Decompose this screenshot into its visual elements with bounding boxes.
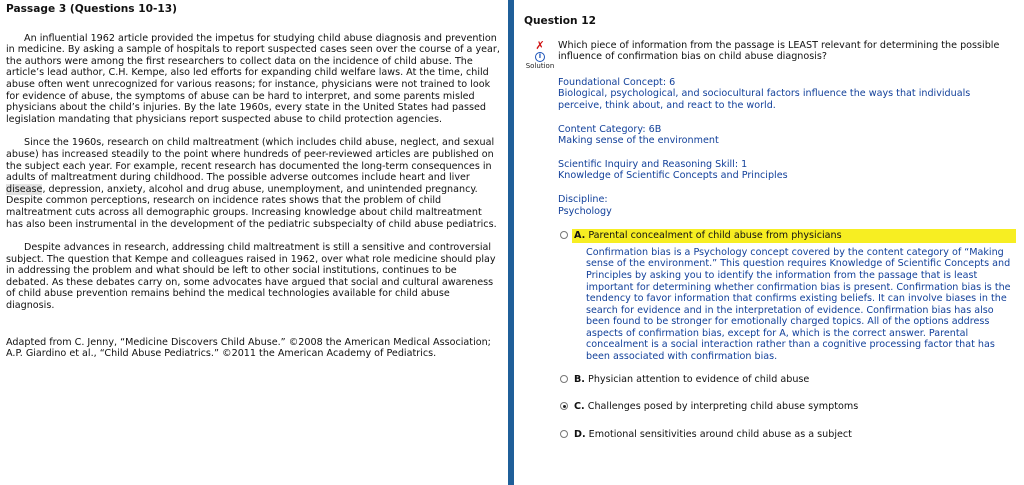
reasoning-skill: Scientific Inquiry and Reasoning Skill: 1 Knowledge of Scientific Concepts and Principles	[558, 158, 788, 182]
solution-label[interactable]: Solution	[525, 61, 555, 70]
foundational-concept: Foundational Concept: 6 Biological, psychological, and sociocultural factors influence the ways that individuals perceive, think about, and react to the world.	[558, 76, 971, 111]
passage-paragraph-2: Since the 1960s, research on child maltreatment (which includes child abuse, neglect, and sexual abuse) has increased steadily to the point where hundreds of peer-reviewed articles are published on the subject each year. For example, recent research has documented the long-term consequences in adults of maltreatment during childhood. The possible adverse outcomes include heart and liver disease, depression, anxiety, alcohol and drug abuse, unemployment, and unintended pregnancy. Despite common perceptions, research on incidence rates shows that the problem of child maltreatment cuts across all demographic groups. Increasing knowledge about child maltreatment has also been instrumental in the development of the pediatric subspecialty of child abuse pediatrics.	[6, 137, 497, 230]
content-category: Content Category: 6B Making sense of the environment	[558, 123, 719, 147]
question-pane[interactable]	[514, 0, 1024, 485]
passage-title: Passage 3 (Questions 10-13)	[6, 3, 178, 15]
highlighted-word[interactable]: disease	[6, 183, 43, 195]
passage-pane[interactable]	[0, 0, 508, 485]
option-d-label[interactable]: D. Emotional sensitivities around child abuse as a subject	[574, 428, 852, 440]
passage-paragraph-3: Despite advances in research, addressing child maltreatment is still a sensitive and controversial subject. The question that Kempe and colleagues raised in 1962, over what role medicine should play in addressing the problem and what should be left to other social institutions, continues to be debated. As these debates carry on, some advocates have argued that social and cultural awareness of child abuse prevention remains behind the medical technologies available for child abuse diagnosis.	[6, 242, 496, 312]
option-a-radio[interactable]	[560, 231, 568, 239]
solution-info-icon[interactable]: i	[535, 52, 545, 62]
passage-paragraph-1: An influential 1962 article provided the impetus for studying child abuse diagnosis and prevention in medicine. By asking a sample of hospitals to report suspected cases seen over the course of a year, the authors were among the first researchers to collect data on the incidence of child abuse. The article’s lead author, C.H. Kempe, also led efforts for expanding child welfare laws. At the time, child abuse often went unrecognized for various reasons; for instance, physicians were not trained to look for evidence of abuse, the symptoms of abuse can be hard to interpret, and some parents misled physicians about the child’s injuries. By the late 1960s, every state in the United States had passed legislation mandating that physicians report suspected abuse to child protection agencies.	[6, 32, 500, 125]
answer-status	[524, 40, 556, 71]
answer-option-d[interactable]	[524, 428, 1016, 442]
answer-option-b[interactable]	[524, 373, 1016, 387]
question-stem: Which piece of information from the passage is LEAST relevant for determining the possible influence of confirmation bias on child abuse diagnosis?	[558, 39, 1000, 63]
option-d-radio[interactable]	[560, 430, 568, 438]
option-b-radio[interactable]	[560, 375, 568, 383]
option-b-label[interactable]: B. Physician attention to evidence of child abuse	[574, 373, 810, 385]
passage-citation: Adapted from C. Jenny, “Medicine Discovers Child Abuse.” ©2008 the American Medical Association; A.P. Giardino et al., “Child Abuse Pediatrics.” ©2011 the American Academy of Pediatrics.	[6, 336, 491, 360]
option-a-label[interactable]: A. Parental concealment of child abuse from physicians	[572, 229, 1016, 243]
answer-option-a[interactable]	[524, 229, 1016, 243]
answer-explanation: Confirmation bias is a Psychology concept covered by the content category of “Making sense of the environment.” This question requires Knowledge of Scientific Concepts and Principles by asking you to identify the information from the passage that is least important for determining whether confirmation bias is present. Confirmation bias is the tendency to favor information that confirms existing beliefs. It can involve biases in the search for evidence and in the interpretation of evidence. Confirmation bias has also been found to be stronger for emotionally charged topics. All of the options address aspects of confirmation bias, except for A, which is the correct answer. Parental concealment is a social interaction rather than a cognitive processing factor that has been associated with confirmation bias.	[586, 246, 1011, 363]
answer-option-c[interactable]	[524, 400, 1016, 414]
option-c-label[interactable]: C. Challenges posed by interpreting child abuse symptoms	[574, 401, 859, 413]
option-c-radio-selected[interactable]	[560, 402, 568, 410]
discipline: Discipline: Psychology	[558, 193, 612, 217]
question-info	[524, 77, 1016, 217]
incorrect-x-icon: ✗	[535, 38, 545, 52]
question-stem-row	[524, 38, 1016, 70]
question-title: Question 12	[524, 15, 596, 27]
